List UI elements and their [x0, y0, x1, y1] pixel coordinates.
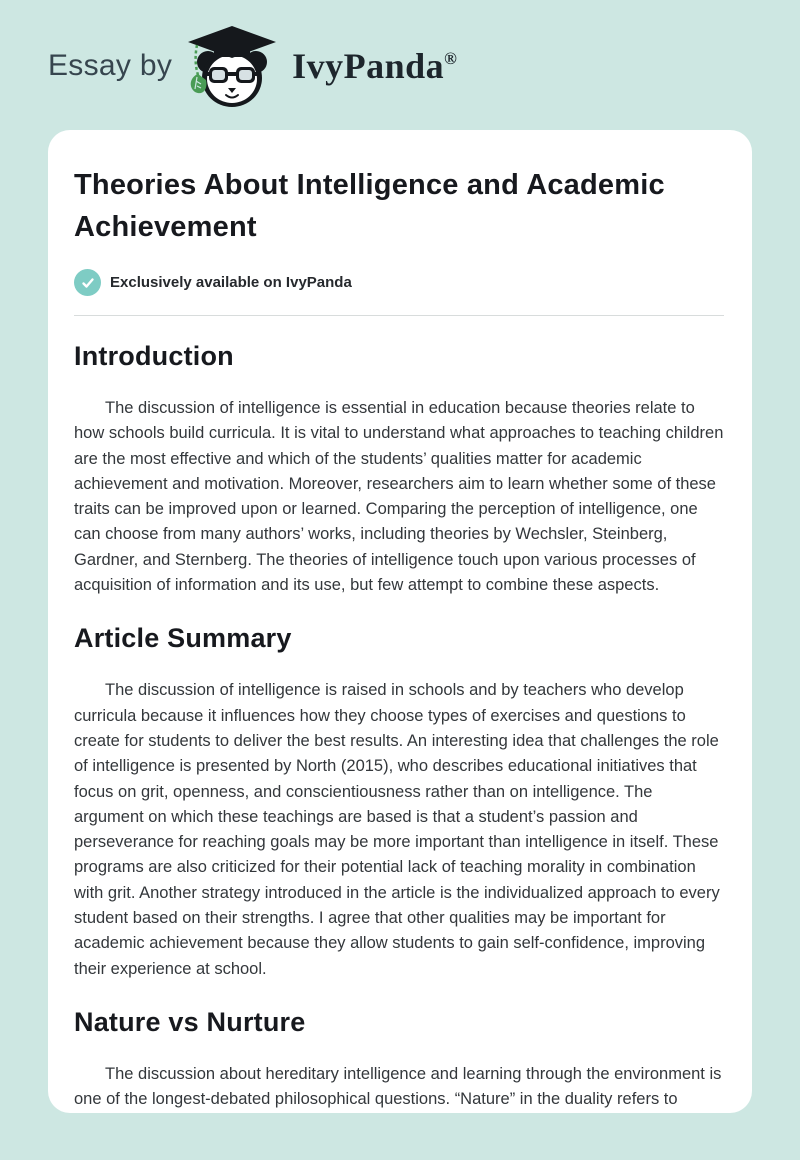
section-heading: Article Summary	[74, 623, 292, 654]
section-paragraph: The discussion of intelligence is essential in education because theories relate to how schools build curricula. It is vital to understand what approaches to teaching children are the most effective and which of the students’ qualities matter for academic achievement and motivation. Moreover, researchers aim to learn whether some of these traits can be improved upon or learned. Comparing the perception of intelligence, one can choose from many authors’ works, including theories by Wechsler, Steinberg, Gardner, and Sternberg. The theories of intelligence touch upon various processes of acquisition of information and its use, but few attempt to combine these aspects.	[74, 399, 724, 595]
section-article-summary	[74, 623, 724, 982]
checkmark-icon	[74, 269, 101, 296]
exclusive-badge	[74, 269, 724, 296]
section-introduction	[74, 341, 724, 598]
brand-name: IvyPanda	[292, 46, 445, 86]
section-paragraph: The discussion about hereditary intelligence and learning through the environment is one of the longest-debated philosophical questions. “Nature” in the duality refers to	[74, 1064, 722, 1109]
section-paragraph: The discussion of intelligence is raised in schools and by teachers who develop curricula because it influences how they choose types of exercises and questions to create for students to deliver the best results. An interesting idea that challenges the role of intelligence is presented by North (2015), who describes educational initiatives that focus on grit, openness, and conscientiousness rather than on intelligence. The argument on which these teachings are based is that a student’s passion and perseverance for reaching goals may be more important than intelligence in itself. These programs are also criticized for their potential lack of teaching morality in combination with grit. Another strategy introduced in the article is the individualized approach to every student based on their strengths. I agree that other qualities may be important for academic achievement because they allow students to gain self-confidence, improving their experience at school.	[74, 681, 720, 978]
section-heading: Introduction	[74, 341, 234, 371]
brand-wordmark[interactable]	[292, 45, 457, 87]
registered-mark: ®	[444, 49, 458, 68]
essay-card	[48, 130, 752, 1113]
divider	[74, 315, 724, 316]
section-nature-vs-nurture	[74, 1007, 724, 1113]
essay-by-label: Essay by	[48, 49, 173, 82]
panda-graduate-logo-icon[interactable]	[185, 25, 279, 109]
exclusive-badge-label: Exclusively available on IvyPanda	[110, 274, 352, 291]
site-header	[0, 0, 800, 104]
section-heading: Nature vs Nurture	[74, 1006, 306, 1037]
essay-title: Theories About Intelligence and Academic Achievement	[74, 169, 665, 243]
